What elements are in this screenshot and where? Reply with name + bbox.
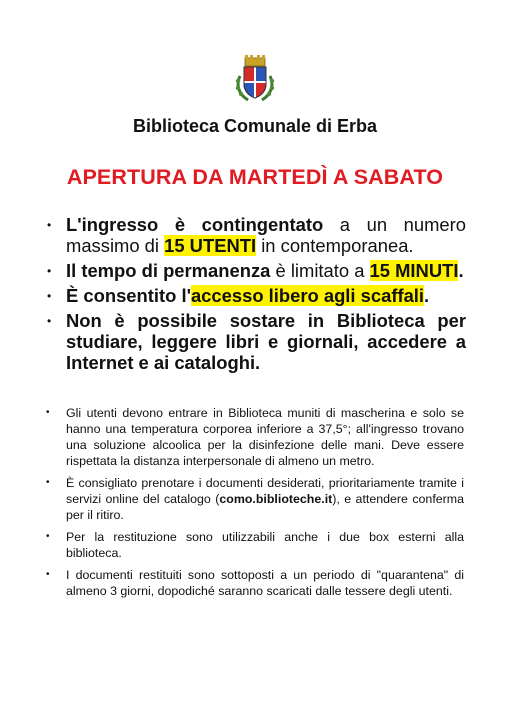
bullet-icon: •	[47, 314, 52, 328]
rule-duration-text: è limitato a	[270, 260, 370, 281]
library-name: Biblioteca Comunale di Erba	[132, 116, 378, 136]
bullet-icon: •	[46, 407, 50, 418]
rule-capacity-tail: in contemporanea.	[256, 235, 414, 256]
detail-return-boxes	[44, 529, 464, 561]
catalog-url: como.biblioteche.it	[219, 492, 333, 506]
rule-shelves	[44, 285, 466, 306]
rule-no-staying	[44, 310, 466, 373]
details-list	[44, 405, 464, 605]
free-access-highlight: accesso libero agli scaffali	[190, 285, 425, 306]
rule-no-staying-text: Non è possibile sostare in Biblioteca per studiare, leggere libri e giornali, accedere a Internet e ai cataloghi.	[66, 310, 466, 373]
detail-masks-text: Gli utenti devono entrare in Biblioteca muniti di mascherina e solo se hanno una temperatura corporea inferiore a 37,5°; all'ingresso trovano una soluzione alcoolica per la disinfezione delle mani. Deve essere rispettata la distanza interpersonale di almeno un metro.	[66, 406, 464, 468]
detail-quarantine	[44, 567, 464, 599]
rule-capacity	[44, 214, 466, 256]
opening-days-heading: APERTURA DA MARTEDÌ A SABATO	[66, 165, 444, 189]
bullet-icon: •	[46, 569, 50, 580]
detail-booking-tail: ), e attendere conferma per il ritiro.	[66, 492, 464, 522]
rule-duration	[44, 260, 466, 281]
rule-duration-lead: Il tempo di permanenza	[66, 260, 271, 281]
bullet-icon: •	[47, 264, 52, 278]
bullet-icon: •	[46, 477, 50, 488]
bullet-icon: •	[47, 218, 52, 232]
main-rules-list	[44, 214, 466, 377]
rule-duration-tail: .	[458, 260, 464, 281]
max-minutes-highlight: 15 MINUTI	[369, 260, 459, 281]
coat-of-arms-icon	[232, 54, 278, 104]
detail-quarantine-text: I documenti restituiti sono sottoposti a un periodo di "quarantena" di almeno 3 giorni, dopodiché saranno scaricati dalle tessere degli utenti.	[66, 568, 464, 598]
bullet-icon: •	[47, 289, 52, 303]
detail-booking	[44, 475, 464, 523]
rule-capacity-text: a un numero massimo di	[66, 214, 466, 256]
rule-shelves-lead: È consentito l'	[66, 285, 191, 306]
rule-shelves-tail: .	[424, 285, 430, 306]
detail-booking-text: È consigliato prenotare i documenti desiderati, prioritariamente tramite i servizi online del catalogo (	[66, 476, 464, 506]
rule-capacity-lead: L'ingresso è contingentato	[66, 214, 324, 235]
detail-masks	[44, 405, 464, 469]
detail-return-text: Per la restituzione sono utilizzabili anche i due box esterni alla biblioteca.	[66, 530, 464, 560]
bullet-icon: •	[46, 531, 50, 542]
max-users-highlight: 15 UTENTI	[164, 235, 257, 256]
